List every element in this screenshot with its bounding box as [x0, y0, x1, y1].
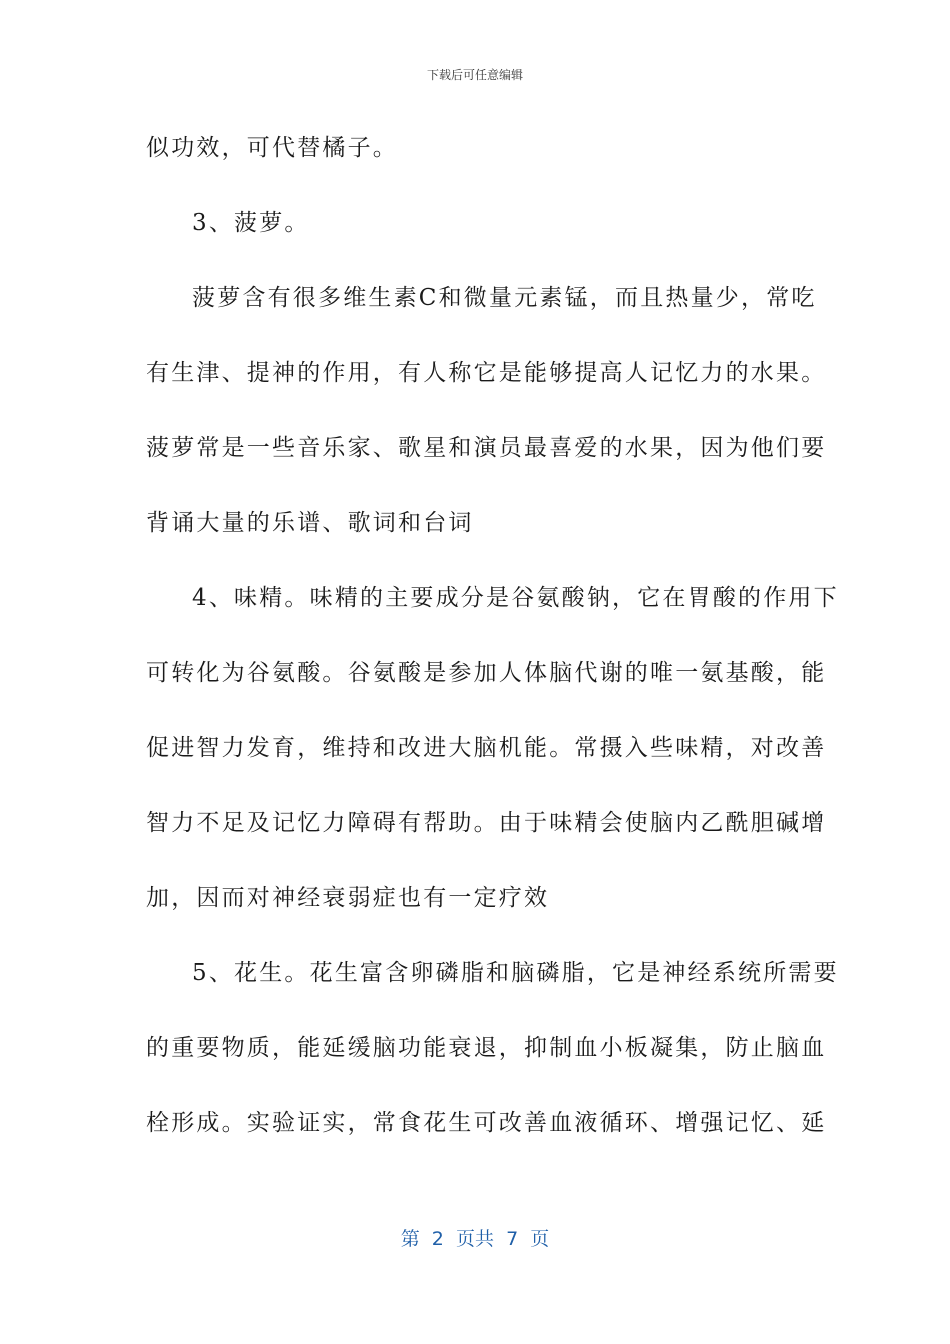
text-line: 背诵大量的乐谱、歌词和台词 — [146, 510, 474, 536]
text-line: 有生津、提神的作用，有人称它是能够提高人记忆力的水果。 — [146, 360, 827, 386]
text-line: 4、味精。味精的主要成分是谷氨酸钠，它在胃酸的作用下 — [192, 585, 839, 611]
footer-prefix: 第 — [400, 1228, 420, 1250]
footer-middle: 页共 — [455, 1228, 494, 1250]
text-line: 可转化为谷氨酸。谷氨酸是参加人体脑代谢的唯一氨基酸，能 — [146, 660, 827, 686]
page-footer — [0, 1224, 950, 1251]
text-line: 智力不足及记忆力障碍有帮助。由于味精会使脑内乙酰胆碱增 — [146, 810, 827, 836]
text-line: 促进智力发育，维持和改进大脑机能。常摄入些味精，对改善 — [146, 735, 827, 761]
total-pages-number: 7 — [506, 1228, 519, 1250]
text-line: 加，因而对神经衰弱症也有一定疗效 — [146, 885, 550, 911]
text-line: 菠萝含有很多维生素C和微量元素锰，而且热量少，常吃 — [192, 285, 817, 311]
document-body — [146, 124, 839, 1174]
text-line: 3、菠萝。 — [192, 210, 310, 236]
current-page-number: 2 — [431, 1228, 444, 1250]
text-line: 菠萝常是一些音乐家、歌星和演员最喜爱的水果，因为他们要 — [146, 435, 827, 461]
text-line: 5、花生。花生富含卵磷脂和脑磷脂，它是神经系统所需要 — [192, 960, 839, 986]
text-line: 的重要物质，能延缓脑功能衰退，抑制血小板凝集，防止脑血 — [146, 1035, 827, 1061]
footer-suffix: 页 — [530, 1228, 550, 1250]
text-line: 似功效，可代替橘子。 — [146, 135, 398, 161]
text-line: 栓形成。实验证实，常食花生可改善血液循环、增强记忆、延 — [146, 1110, 827, 1136]
header-note: 下载后可任意编辑 — [426, 68, 523, 82]
